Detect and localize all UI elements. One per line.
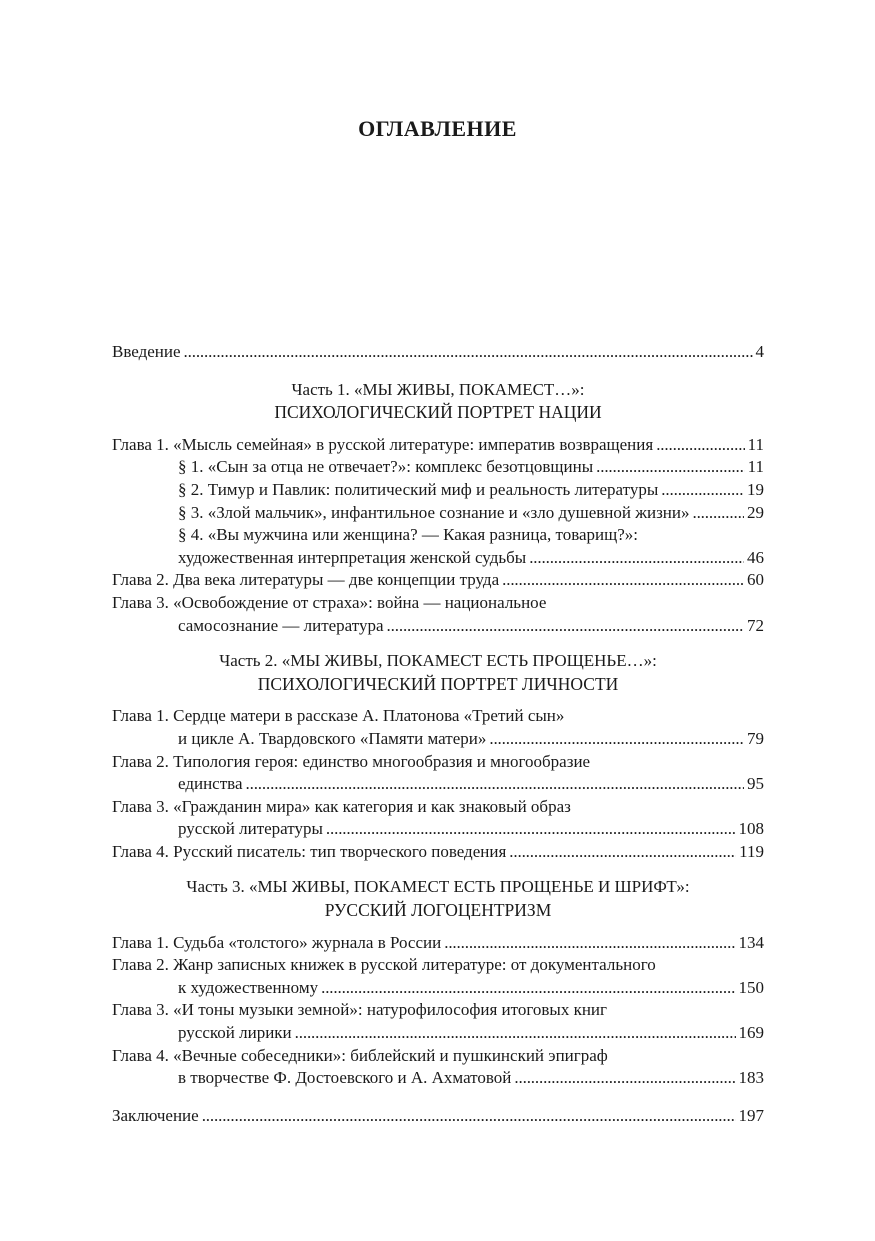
toc-entry-page: 72: [747, 615, 764, 635]
toc-entry-label: Глава 4. «Вечные собеседники»: библейский и пушкинский эпиграф: [112, 1045, 608, 1065]
toc-entry-page: 183: [738, 1068, 764, 1088]
toc-entry-page: 46: [747, 547, 764, 567]
toc-entry[interactable]: [112, 932, 764, 955]
toc-entry[interactable]: [112, 999, 764, 1022]
toc-entry[interactable]: [112, 1067, 764, 1090]
toc-entry[interactable]: [112, 592, 764, 615]
toc-entry-label: Глава 1. «Мысль семейная» в русской литературе: императив возвращения: [112, 434, 654, 454]
toc-entry-conclusion[interactable]: [112, 1105, 764, 1128]
dot-leader: [502, 569, 744, 592]
toc-entry-intro[interactable]: [112, 341, 764, 364]
toc-entry-label: художественная интерпретация женской судьбы: [178, 547, 527, 567]
toc-entry[interactable]: [112, 502, 764, 525]
toc-entry-label: Введение: [112, 342, 181, 361]
table-of-contents: [112, 341, 764, 1127]
toc-entry[interactable]: [112, 615, 764, 638]
toc-entry-page: 60: [747, 570, 764, 590]
toc-entry-label: Глава 1. Сердце матери в рассказе А. Платонова «Третий сын»: [112, 706, 565, 726]
dot-leader: [509, 841, 736, 864]
toc-entry[interactable]: [112, 1022, 764, 1045]
toc-entry-label: Глава 2. Два века литературы — две концепции труда: [112, 570, 500, 590]
toc-entry[interactable]: [112, 705, 764, 728]
toc-entry-page: 79: [747, 728, 764, 748]
part-heading: [112, 876, 764, 921]
toc-entry-label: русской литературы: [178, 819, 323, 839]
toc-entry-label: Глава 1. Судьба «толстого» журнала в России: [112, 932, 442, 952]
dot-leader: [596, 456, 745, 479]
toc-entry[interactable]: [112, 977, 764, 1000]
dot-leader: [489, 728, 744, 751]
toc-entry-label: Заключение: [112, 1105, 199, 1125]
dot-leader: [295, 1022, 736, 1045]
toc-entry-label: § 3. «Злой мальчик», инфантильное сознание и «зло душевной жизни»: [178, 502, 690, 522]
toc-entry-label: Глава 4. Русский писатель: тип творческого поведения: [112, 841, 507, 861]
toc-entry[interactable]: [112, 841, 764, 864]
part-title-line2: ПСИХОЛОГИЧЕСКИЙ ПОРТРЕТ НАЦИИ: [274, 402, 602, 423]
toc-entry-label: и цикле А. Твардовского «Памяти матери»: [178, 728, 487, 748]
toc-entry-page: 108: [738, 819, 764, 839]
dot-leader: [514, 1067, 735, 1090]
toc-entry-page: 150: [738, 977, 764, 997]
part-heading: [112, 650, 764, 695]
part-title-line1: Часть 2. «МЫ ЖИВЫ, ПОКАМЕСТ ЕСТЬ ПРОЩЕНЬЕ…»:: [219, 651, 657, 671]
dot-leader: [326, 818, 736, 841]
toc-entry-page: 119: [739, 841, 764, 861]
dot-leader: [321, 977, 735, 1000]
part-title-line1: Часть 1. «МЫ ЖИВЫ, ПОКАМЕСТ…»:: [291, 379, 585, 399]
toc-entry[interactable]: [112, 434, 764, 457]
toc-entry-label: русской лирики: [178, 1023, 292, 1043]
toc-entry-label: § 4. «Вы мужчина или женщина? — Какая разница, товарищ?»:: [178, 525, 639, 545]
toc-entry-label: Глава 2. Жанр записных книжек в русской литературе: от документального: [112, 955, 656, 975]
toc-entry-page: 95: [747, 774, 764, 794]
toc-entry-page: 11: [747, 457, 764, 477]
toc-entry[interactable]: [112, 773, 764, 796]
dot-leader: [529, 547, 744, 570]
parts-container: [112, 364, 764, 1090]
toc-entry[interactable]: [112, 1045, 764, 1068]
toc-entry-label: Глава 3. «Гражданин мира» как категория и как знаковый образ: [112, 796, 571, 816]
toc-entry-page: 19: [747, 479, 764, 499]
toc-entry-page: 197: [738, 1105, 764, 1125]
toc-entry-page: 11: [747, 434, 764, 454]
toc-entry-label: Глава 3. «Освобождение от страха»: война — национальное: [112, 592, 547, 612]
toc-entry[interactable]: [112, 456, 764, 479]
toc-entry[interactable]: [112, 751, 764, 774]
toc-entry[interactable]: [112, 728, 764, 751]
toc-entry[interactable]: [112, 796, 764, 819]
toc-entry-label: Глава 2. Типология героя: единство многообразия и многообразие: [112, 751, 591, 771]
dot-leader: [656, 434, 744, 457]
toc-entry-label: самосознание — литература: [178, 615, 384, 635]
toc-entry-label: единства: [178, 774, 243, 794]
dot-leader: [444, 932, 735, 955]
toc-entry-label: § 2. Тимур и Павлик: политический миф и реальность литературы: [178, 479, 659, 499]
toc-entry[interactable]: [112, 818, 764, 841]
toc-entry-page: 4: [755, 342, 764, 361]
toc-entry[interactable]: [112, 524, 764, 547]
dot-leader: [692, 502, 744, 525]
dot-leader: [202, 1105, 736, 1128]
toc-entry-label: в творчестве Ф. Достоевского и А. Ахматовой: [178, 1068, 512, 1088]
toc-entry-label: § 1. «Сын за отца не отвечает?»: комплекс безотцовщины: [178, 457, 594, 477]
dot-leader: [246, 773, 745, 796]
toc-entry-label: Глава 3. «И тоны музыки земной»: натурофилософия итоговых книг: [112, 1000, 608, 1020]
part-title-line1: Часть 3. «МЫ ЖИВЫ, ПОКАМЕСТ ЕСТЬ ПРОЩЕНЬЕ И ШРИФТ»:: [186, 877, 690, 897]
toc-entry-page: 29: [747, 502, 764, 522]
page-title: ОГЛАВЛЕНИЕ: [358, 116, 517, 141]
toc-entry[interactable]: [112, 569, 764, 592]
toc-entry[interactable]: [112, 479, 764, 502]
dot-leader: [184, 341, 753, 364]
dot-leader: [661, 479, 744, 502]
toc-entry-page: 169: [738, 1023, 764, 1043]
part-title-line2: РУССКИЙ ЛОГОЦЕНТРИЗМ: [324, 900, 552, 921]
toc-entry-label: к художественному: [178, 977, 319, 997]
part-title-line2: ПСИХОЛОГИЧЕСКИЙ ПОРТРЕТ ЛИЧНОСТИ: [257, 673, 619, 694]
part-heading: [112, 379, 764, 424]
toc-entry[interactable]: [112, 954, 764, 977]
dot-leader: [387, 615, 744, 638]
toc-entry[interactable]: [112, 547, 764, 570]
toc-entry-page: 134: [738, 932, 764, 952]
